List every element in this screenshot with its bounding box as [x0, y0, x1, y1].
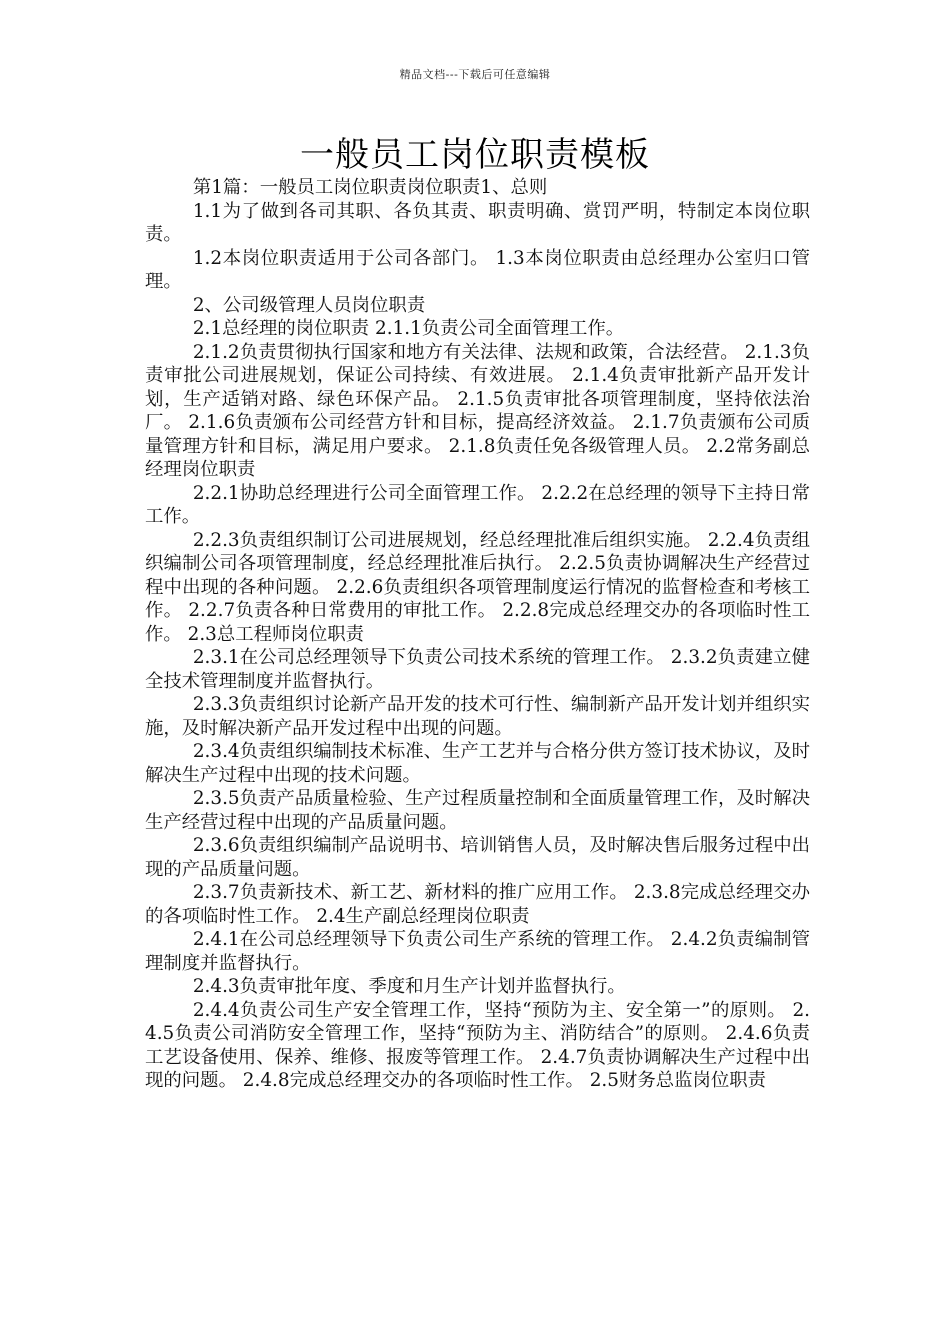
- document-title: 一般员工岗位职责模板: [300, 135, 650, 175]
- paragraph: 2.3.4负责组织编制技术标准、生产工艺并与合格分供方签订技术协议，及时解决生产过程中出现的技术问题。: [145, 741, 810, 786]
- paragraph: 1.2本岗位职责适用于公司各部门。 1.3本岗位职责由总经理办公室归口管理。: [145, 247, 810, 292]
- paragraph: 1.1为了做到各司其职、各负其责、职责明确、赏罚严明，特制定本岗位职责。: [145, 200, 810, 245]
- paragraph: 2.3.6负责组织编制产品说明书、培训销售人员，及时解决售后服务过程中出现的产品质量问题。: [145, 835, 810, 880]
- paragraph: 2.1总经理的岗位职责 2.1.1负责公司全面管理工作。: [192, 318, 625, 339]
- paragraph: 第1篇：一般员工岗位职责岗位职责1、总则: [192, 177, 548, 198]
- paragraph: 2.4.4负责公司生产安全管理工作，坚持“预防为主、安全第一”的原则。 2.4.5负责公司消防安全管理工作，坚持“预防为主、消防结合”的原则。 2.4.6负责工艺设备使用、保养、维修、报废等管理工作。 2.4.7负责协调解决生产过程中出现的问题。 2.4.8完成总经理交办的各项临时性工作。 2.5财务总监岗位职责: [145, 999, 810, 1091]
- page-header: 精品文档---下载后可任意编辑: [399, 68, 551, 81]
- paragraph: 2.3.7负责新技术、新工艺、新材料的推广应用工作。 2.3.8完成总经理交办的各项临时性工作。 2.4生产副总经理岗位职责: [145, 882, 810, 927]
- paragraph: 2.2.1协助总经理进行公司全面管理工作。 2.2.2在总经理的领导下主持日常工作。: [145, 482, 810, 527]
- paragraph: 2.1.2负责贯彻执行国家和地方有关法律、法规和政策，合法经营。 2.1.3负责审批公司进展规划，保证公司持续、有效进展。 2.1.4负责审批新产品开发计划，生产适销对路、绿色环保产品。 2.1.5负责审批各项管理制度，坚持依法治厂。 2.1.6负责颁布公司经营方针和目标，提高经济效益。 2.1.7负责颁布公司质量管理方针和目标，满足用户要求。 2.1.8负责任免各级管理人员。 2.2常务副总经理岗位职责: [145, 341, 810, 480]
- document-body: [145, 176, 810, 1093]
- paragraph: 2.3.1在公司总经理领导下负责公司技术系统的管理工作。 2.3.2负责建立健全技术管理制度并监督执行。: [145, 647, 810, 692]
- paragraph: 2、公司级管理人员岗位职责: [192, 294, 426, 316]
- paragraph: 2.3.5负责产品质量检验、生产过程质量控制和全面质量管理工作，及时解决生产经营过程中出现的产品质量问题。: [145, 788, 810, 833]
- paragraph: 2.3.3负责组织讨论新产品开发的技术可行性、编制新产品开发计划并组织实施，及时解决新产品开发过程中出现的问题。: [145, 694, 810, 739]
- paragraph: 2.4.3负责审批年度、季度和月生产计划并监督执行。: [192, 976, 626, 997]
- paragraph: 2.2.3负责组织制订公司进展规划，经总经理批准后组织实施。 2.2.4负责组织编制公司各项管理制度，经总经理批准后执行。 2.2.5负责协调解决生产经营过程中出现的各种问题。 2.2.6负责组织各项管理制度运行情况的监督检查和考核工作。 2.2.7负责各种日常费用的审批工作。 2.2.8完成总经理交办的各项临时性工作。 2.3总工程师岗位职责: [145, 529, 810, 645]
- paragraph: 2.4.1在公司总经理领导下负责公司生产系统的管理工作。 2.4.2负责编制管理制度并监督执行。: [145, 929, 810, 974]
